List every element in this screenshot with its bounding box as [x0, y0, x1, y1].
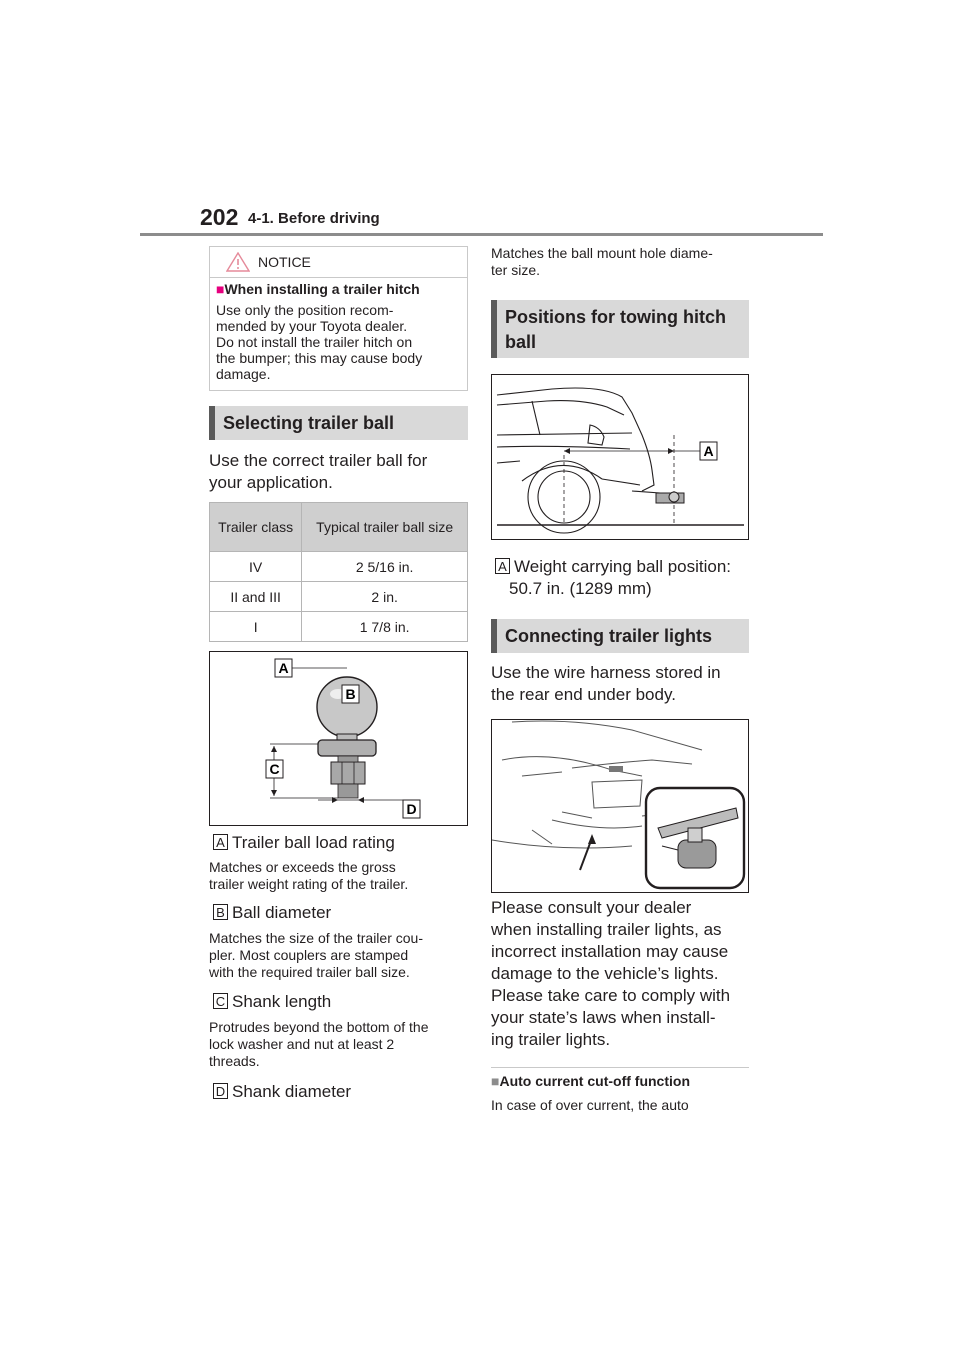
table-header-class: Trailer class: [210, 503, 302, 552]
notice-subtitle: ■When installing a trailer hitch: [216, 281, 420, 297]
table-header-size: Typical trailer ball size: [302, 503, 468, 552]
section-title: 4-1. Before driving: [248, 210, 380, 227]
item-a-desc: Matches or exceeds the gross trailer weight rating of the trailer.: [209, 859, 409, 892]
notice-body: Use only the position recom- mended by your Toyota dealer. Do not install the trailer hitch on the bumper; this may cause body damage.: [216, 302, 423, 382]
header-rule: [140, 233, 823, 236]
notice-marker: ■: [216, 281, 225, 297]
right-top-text: Matches the ball mount hole diame- ter size.: [491, 245, 713, 278]
trailer-ball-figure: [209, 651, 468, 826]
tag-a: A: [213, 834, 228, 850]
warning-triangle-icon: [226, 252, 250, 272]
item-c-title: C Shank length: [213, 991, 473, 1013]
position-item: A Weight carrying ball position: 50.7 in. (1289 mm): [495, 556, 755, 600]
table-row: IV 2 5/16 in.: [210, 552, 468, 582]
item-a-title: A Trailer ball load rating: [213, 832, 473, 854]
figure-label-a: A: [278, 660, 289, 676]
auto-cutoff-marker: ■: [491, 1073, 500, 1089]
trailer-ball-table: [209, 502, 468, 642]
vehicle-rear-illustration: [492, 375, 748, 539]
table-row: II and III 2 in.: [210, 582, 468, 612]
tag-d: D: [213, 1083, 228, 1099]
heading-positions-towing-hitch: Positions for towing hitch ball: [491, 300, 749, 358]
item-d-title: D Shank diameter: [213, 1081, 473, 1103]
item-b-title: B Ball diameter: [213, 902, 473, 924]
figure-label-d: D: [406, 801, 417, 817]
auto-cutoff-text: In case of over current, the auto: [491, 1097, 689, 1113]
figure-label-a2: A: [703, 443, 714, 459]
section-divider: [491, 1067, 749, 1068]
item-b-desc: Matches the size of the trailer cou- pler. Most couplers are stamped with the required trailer ball size.: [209, 930, 423, 980]
figure-label-b: B: [345, 686, 356, 702]
figure-label-c: C: [269, 761, 280, 777]
tag-c: C: [213, 993, 228, 1009]
trailer-ball-illustration: [210, 652, 467, 825]
auto-cutoff-title: ■Auto current cut-off function: [491, 1073, 690, 1089]
page-number: 202: [200, 204, 239, 230]
notice-header: [210, 247, 467, 278]
notice-label: NOTICE: [258, 254, 311, 270]
selecting-intro: Use the correct trailer ball for your application.: [209, 451, 428, 492]
tag-b: B: [213, 904, 228, 920]
tag-a2: A: [495, 558, 510, 574]
heading-selecting-trailer-ball: Selecting trailer ball: [209, 406, 468, 440]
connecting-intro: Use the wire harness stored in the rear end under body.: [491, 663, 721, 704]
wire-harness-illustration: [492, 720, 748, 892]
table-row: I 1 7/8 in.: [210, 612, 468, 642]
notice-box: [209, 246, 468, 391]
hitch-position-figure: [491, 374, 749, 540]
wire-harness-figure: [491, 719, 749, 893]
item-c-desc: Protrudes beyond the bottom of the lock washer and nut at least 2 threads.: [209, 1019, 429, 1069]
connecting-paragraph: Please consult your dealer when installing trailer lights, as incorrect installation may cause damage to the vehicle’s lights. Please take care to comply with your state’s laws when install- ing trailer lights.: [491, 898, 731, 1049]
heading-connecting-trailer-lights: Connecting trailer lights: [491, 619, 749, 653]
